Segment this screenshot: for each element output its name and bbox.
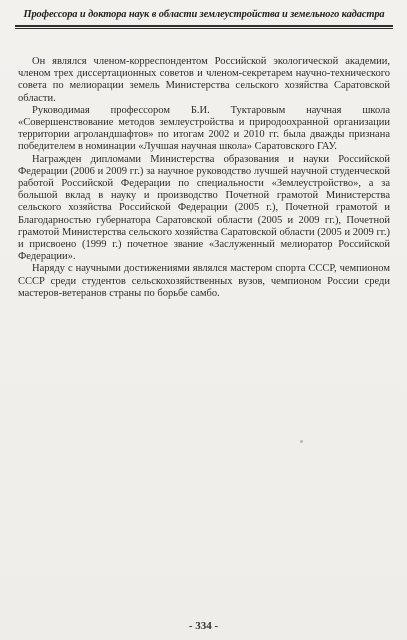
paragraph-membership: Он являлся членом-корреспондентом Российской экологической академии, членом трех диссертационных советов и членом-секретарем научно-технического совета по мелиорации земель Министерства сельского хозяйства Саратовской области. — [18, 56, 390, 104]
paragraph-sports: Наряду с научными достижениями являлся мастером спорта СССР, чемпионом СССР среди студентов сельскохозяйственных вузов, чемпионом России среди мастеров-ветеранов страны по борьбе самбо. — [18, 263, 390, 299]
header-rule-thin — [15, 28, 393, 29]
page-number: - 334 - — [188, 620, 219, 632]
header-rule-thick — [15, 25, 393, 27]
paper-speck — [300, 440, 303, 443]
paragraph-awards: Награжден дипломами Министерства образования и науки Российской Федерации (2006 и 2009 гг.) за научное руководство лучшей научной студенческой работой Российской Федерации по специальности «Землеустройство», а за большой вклад в науку и производство Почетной грамотой Министерства сельского хозяйства Российской Федерации (2005 г.), Почетной грамотой и Благодарностью губернатора Саратовской области (2005 и 2009 гг.), Почетной грамотой Министерства сельского хозяйства Саратовской области (2005 и 2009 гг.) и присвоено (1999 г.) почетное звание «Заслуженный мелиоратор Российской Федерации». — [18, 153, 390, 263]
body-text — [18, 56, 390, 300]
running-header: Профессора и доктора наук в области землеустройства и земельного кадастра — [23, 9, 385, 20]
paragraph-scientific-school: Руководимая профессором Б.И. Туктаровым научная школа «Совершенствование методов землеустройства и природоохранной организации территории агроландшафтов» по итогам 2002 и 2010 гг. была дважды признана победителем в номинации «Лучшая научная школа» Саратовского ГАУ. — [18, 104, 390, 153]
